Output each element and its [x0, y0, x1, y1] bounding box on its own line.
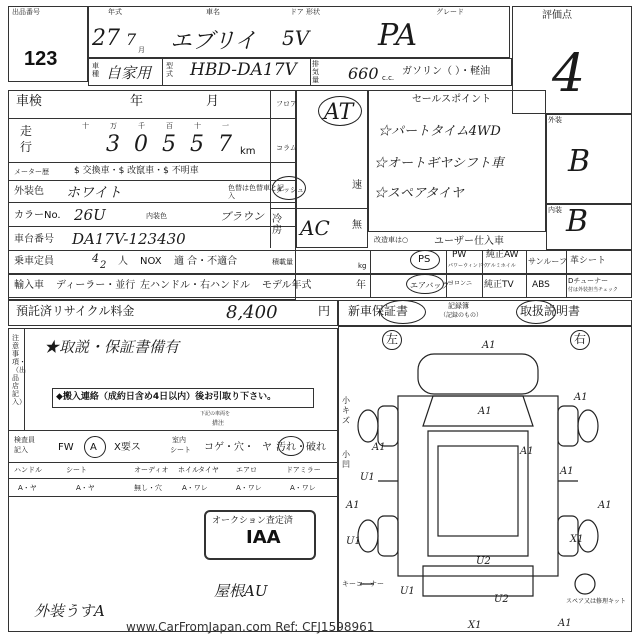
- lot-number: 123: [24, 48, 58, 70]
- diagram-right-label: 右: [574, 332, 587, 346]
- aircon-none: 無: [352, 220, 362, 231]
- damage-mark: A1: [482, 340, 496, 351]
- iaa-stamp-logo: IAA: [246, 527, 281, 548]
- form-line: [8, 202, 296, 203]
- mileage-digit-header: 百: [166, 122, 173, 130]
- insp-r4: A・ワレ: [182, 484, 208, 492]
- docs-manual: 取扱説明書: [520, 304, 581, 318]
- damage-mark: U1: [360, 472, 375, 483]
- chassis-value: DA17V-123430: [72, 230, 186, 248]
- meter-label: メーター歴: [14, 168, 49, 176]
- mileage-digit: 0: [134, 132, 148, 157]
- manual-circle: [516, 300, 556, 324]
- inspection-label1: 検査員: [14, 436, 35, 444]
- insp-line: [8, 462, 338, 463]
- inspection-room: 室内: [172, 436, 186, 444]
- docs-warranty-sub1: 記録簿: [448, 302, 469, 310]
- car-diagram: [338, 326, 632, 632]
- type-divider: [162, 58, 163, 86]
- form-line: [270, 208, 368, 209]
- import-dealer: ディーラー・並行: [56, 280, 136, 291]
- shift-dash: ダッシュ: [276, 186, 304, 194]
- score-label: 評価点: [542, 10, 572, 21]
- aircon-value: AC: [300, 216, 330, 240]
- damage-mark: A1: [372, 442, 386, 453]
- inspection-label2: 記入: [14, 446, 28, 454]
- model-value: エブリイ: [170, 29, 257, 54]
- inspection-stains2: ヤ: [262, 442, 272, 453]
- damage-mark: A1: [346, 500, 360, 511]
- shaken-month: 月: [206, 94, 220, 109]
- load-unit: kg: [358, 262, 367, 270]
- exterior-score: B: [568, 144, 591, 179]
- mileage-digit: 7: [218, 132, 232, 157]
- speed-label: 速: [352, 180, 362, 191]
- damage-mark: X1: [570, 534, 584, 545]
- form-line: [8, 162, 296, 163]
- type-divider-2: [310, 58, 311, 86]
- katashiki-value: HBD-DA17V: [190, 60, 297, 80]
- form-line: [8, 180, 296, 181]
- mileage-digits: [74, 120, 254, 160]
- memo-notice: ◆搬入連絡（成約日含め4日以内）後お引取り下さい。: [56, 392, 277, 402]
- recycle-label: 預託済リサイクル料金: [16, 304, 135, 318]
- damage-mark: A1: [574, 392, 588, 403]
- chassis-label: 車台番号: [14, 234, 54, 245]
- inspection-x: X要ス: [114, 442, 141, 453]
- import-model-year: モデル年式: [262, 280, 312, 291]
- exterior-color-label: 外装色: [14, 186, 44, 197]
- insp-r1: A・ヤ: [18, 484, 37, 492]
- diagram-left-label: 左: [386, 332, 399, 346]
- displacement-label: 排気量: [312, 60, 319, 84]
- handwritten-body-note: 屋根AU: [214, 582, 268, 600]
- warranty-circle: [380, 300, 426, 324]
- insp-line: [8, 478, 338, 479]
- exterior-score-label: 外装: [548, 116, 562, 124]
- inspection-note-label: 措注: [212, 420, 225, 427]
- insp-r6: A・ワレ: [290, 484, 316, 492]
- capacity-unit: 人: [118, 256, 128, 267]
- opt-sunroof: サンルーフ: [528, 257, 567, 266]
- mileage-label-2: 行: [20, 140, 33, 154]
- mileage-digit: 5: [190, 132, 204, 157]
- damage-mark: A1: [520, 446, 534, 457]
- recycle-unit: 円: [318, 304, 331, 318]
- damage-mark: U2: [494, 594, 509, 605]
- load-label: 積載量: [272, 258, 293, 266]
- import-steering: 左ハンドル・右ハンドル: [140, 280, 250, 291]
- at-circle: [318, 96, 362, 126]
- grade-label: グレード: [436, 8, 464, 16]
- stains-circle: [278, 436, 304, 456]
- insp-aero: エアロ: [236, 466, 257, 474]
- score-value: 4: [552, 44, 586, 104]
- doors-label: ドア 形状: [290, 8, 321, 16]
- opt-abs: ABS: [532, 280, 550, 290]
- interior-score: B: [566, 204, 589, 239]
- opt-other-note: ヨロンニ: [448, 280, 473, 287]
- insp-wheel2: タイヤ: [198, 466, 219, 474]
- form-line: [8, 226, 296, 227]
- shift-column: コラム: [276, 144, 297, 152]
- mileage-digit-header: 一: [222, 122, 229, 130]
- memo-div: [24, 328, 25, 430]
- mileage-digit-header: 万: [110, 122, 117, 130]
- sales-points-label: セールスポイント: [412, 94, 492, 105]
- insp-r2: A・ヤ: [76, 484, 95, 492]
- fuel-options: ガソリン（ ）・軽油: [402, 66, 491, 77]
- color-no-value: 26U: [74, 206, 106, 224]
- mileage-label-1: 走: [20, 124, 33, 138]
- sales-point-2: ☆オートギヤシフト車: [374, 156, 504, 171]
- year-value: 27: [92, 26, 120, 51]
- opt-ps: PS: [418, 254, 431, 265]
- opt-pw-sub: パワーウィンドウ: [448, 263, 488, 269]
- docs-warranty-sub2: （記録のもの）: [440, 312, 483, 319]
- sales-point-3: ☆スペアタイヤ: [374, 186, 464, 201]
- ps-circle: [410, 250, 440, 270]
- mileage-digit-header: 十: [194, 122, 201, 130]
- memo-side-label: 注意事項・（出品店記入）: [12, 334, 26, 406]
- color-no-label: カラーNo.: [14, 210, 61, 221]
- capacity-value: 4: [92, 252, 99, 265]
- diagram-spare-label: スペア又は修理キット: [566, 598, 626, 605]
- capacity-label: 乗車定員: [14, 256, 54, 267]
- meter-options: $ 交換車・$ 改竄車・$ 不明車: [74, 166, 199, 176]
- mileage-digit: 5: [162, 132, 176, 157]
- inspection-fw: FW: [58, 442, 74, 453]
- opt-aw-sub: アルミホイル: [486, 263, 516, 269]
- exterior-color-note: 色替は色替車と記入: [228, 184, 284, 200]
- grade-value: PA: [378, 18, 418, 53]
- damage-mark: A1: [560, 466, 574, 477]
- katashiki-label: 型式: [166, 62, 173, 78]
- interior-score-label: 内装: [548, 206, 562, 214]
- insp-seat: シート: [66, 466, 87, 474]
- use-value: 自家用: [106, 64, 152, 82]
- exterior-color-value: ホワイト: [66, 185, 122, 201]
- memo-tiny: 下記の車両を: [200, 411, 231, 417]
- diagram-corner-label: キーコーナー: [342, 580, 384, 588]
- interior-color-value: ブラウン: [220, 210, 264, 223]
- a-circle: [84, 436, 106, 458]
- insp-mirror: ドアミラー: [286, 466, 321, 474]
- insp-handle: ハンドル: [14, 466, 42, 474]
- damage-mark: U1: [346, 536, 361, 547]
- opt-aw: 純正AW: [486, 250, 519, 260]
- user-purchase-sub: 改造車は○: [374, 236, 409, 244]
- shift-floor: フロア: [276, 100, 297, 108]
- year-label: 年式: [108, 8, 122, 16]
- insp-wheel: ホイル: [178, 466, 199, 474]
- opt-tv: 純正TV: [484, 280, 514, 290]
- sales-point-1: ☆パートタイム4WD: [378, 124, 501, 139]
- damage-mark: A1: [478, 406, 492, 417]
- lot-number-label: 出品番号: [12, 8, 40, 16]
- mileage-digit-header: 十: [82, 122, 89, 130]
- diagram-scratch-label-2: 小凹: [342, 450, 350, 469]
- model-label: 車名: [206, 8, 220, 16]
- insp-audio: オーディオ: [134, 466, 169, 474]
- inspection-stains: コゲ・穴・: [204, 442, 254, 453]
- month-value: 7: [126, 30, 137, 49]
- import-year-char: 年: [356, 280, 366, 291]
- aircon-label: 冷房: [272, 214, 282, 236]
- insp-r3: 無し・穴: [134, 484, 162, 492]
- damage-mark: A1: [558, 618, 572, 629]
- shaken-label: 車検: [16, 94, 43, 109]
- docs-new-warranty: 新車保証書: [348, 304, 409, 318]
- nox-label: NOX: [140, 256, 162, 267]
- damage-mark: X1: [468, 620, 482, 631]
- mileage-digit-header: 千: [138, 122, 145, 130]
- mileage-unit: km: [240, 146, 256, 157]
- airbag-circle: [406, 274, 444, 294]
- mileage-digit: 3: [106, 132, 120, 157]
- recycle-value: 8,400: [226, 302, 278, 323]
- handwritten-exterior-note: 外装うすA: [34, 602, 105, 620]
- inspection-a: A: [90, 442, 97, 453]
- interior-color-label: 内装色: [146, 212, 167, 220]
- opt-pw: PW: [452, 250, 467, 260]
- insp-r5: A・ワレ: [236, 484, 262, 492]
- damage-mark: U1: [400, 586, 415, 597]
- form-line: [8, 118, 296, 119]
- memo-box: [8, 328, 338, 632]
- cc-unit: c.c.: [382, 74, 395, 82]
- import-label: 輸入車: [14, 280, 44, 291]
- at-value: AT: [324, 100, 354, 125]
- month-label: 月: [138, 46, 145, 54]
- opt-dealer-tuner: Dチューナー: [568, 277, 609, 285]
- inspection-room-sub: シート: [170, 446, 191, 454]
- damage-mark: A1: [598, 500, 612, 511]
- inspection-stains3: 汚れ・破れ: [276, 442, 326, 453]
- opt-leather: 革シート: [570, 256, 607, 266]
- opt-airbag: エアバッグ: [410, 281, 450, 290]
- damage-mark: U2: [476, 556, 491, 567]
- diagram-scratch-label: 小キズ: [342, 396, 350, 425]
- opt-dealer-tuner-sub: 付は外装担当チェック: [568, 287, 618, 293]
- shift-divider: [270, 90, 271, 248]
- displacement-value: 660: [348, 64, 379, 83]
- footer-watermark: www.CarFromJapan.com Ref: CFJ1598961: [126, 620, 375, 634]
- iaa-stamp-title: オークション査定済: [212, 516, 293, 526]
- shaken-year: 年: [130, 94, 144, 109]
- insp-line: [8, 430, 338, 431]
- insp-line: [8, 496, 338, 497]
- memo-text: ★取説・保証書備有: [44, 338, 180, 356]
- capacity-alt-value: 2: [100, 260, 107, 271]
- nox-options: 適 合・不適合: [174, 256, 238, 267]
- user-purchase-label: ユーザー仕入車: [434, 236, 504, 247]
- doors-value: 5V: [282, 26, 310, 50]
- use-label: 車種: [92, 62, 99, 78]
